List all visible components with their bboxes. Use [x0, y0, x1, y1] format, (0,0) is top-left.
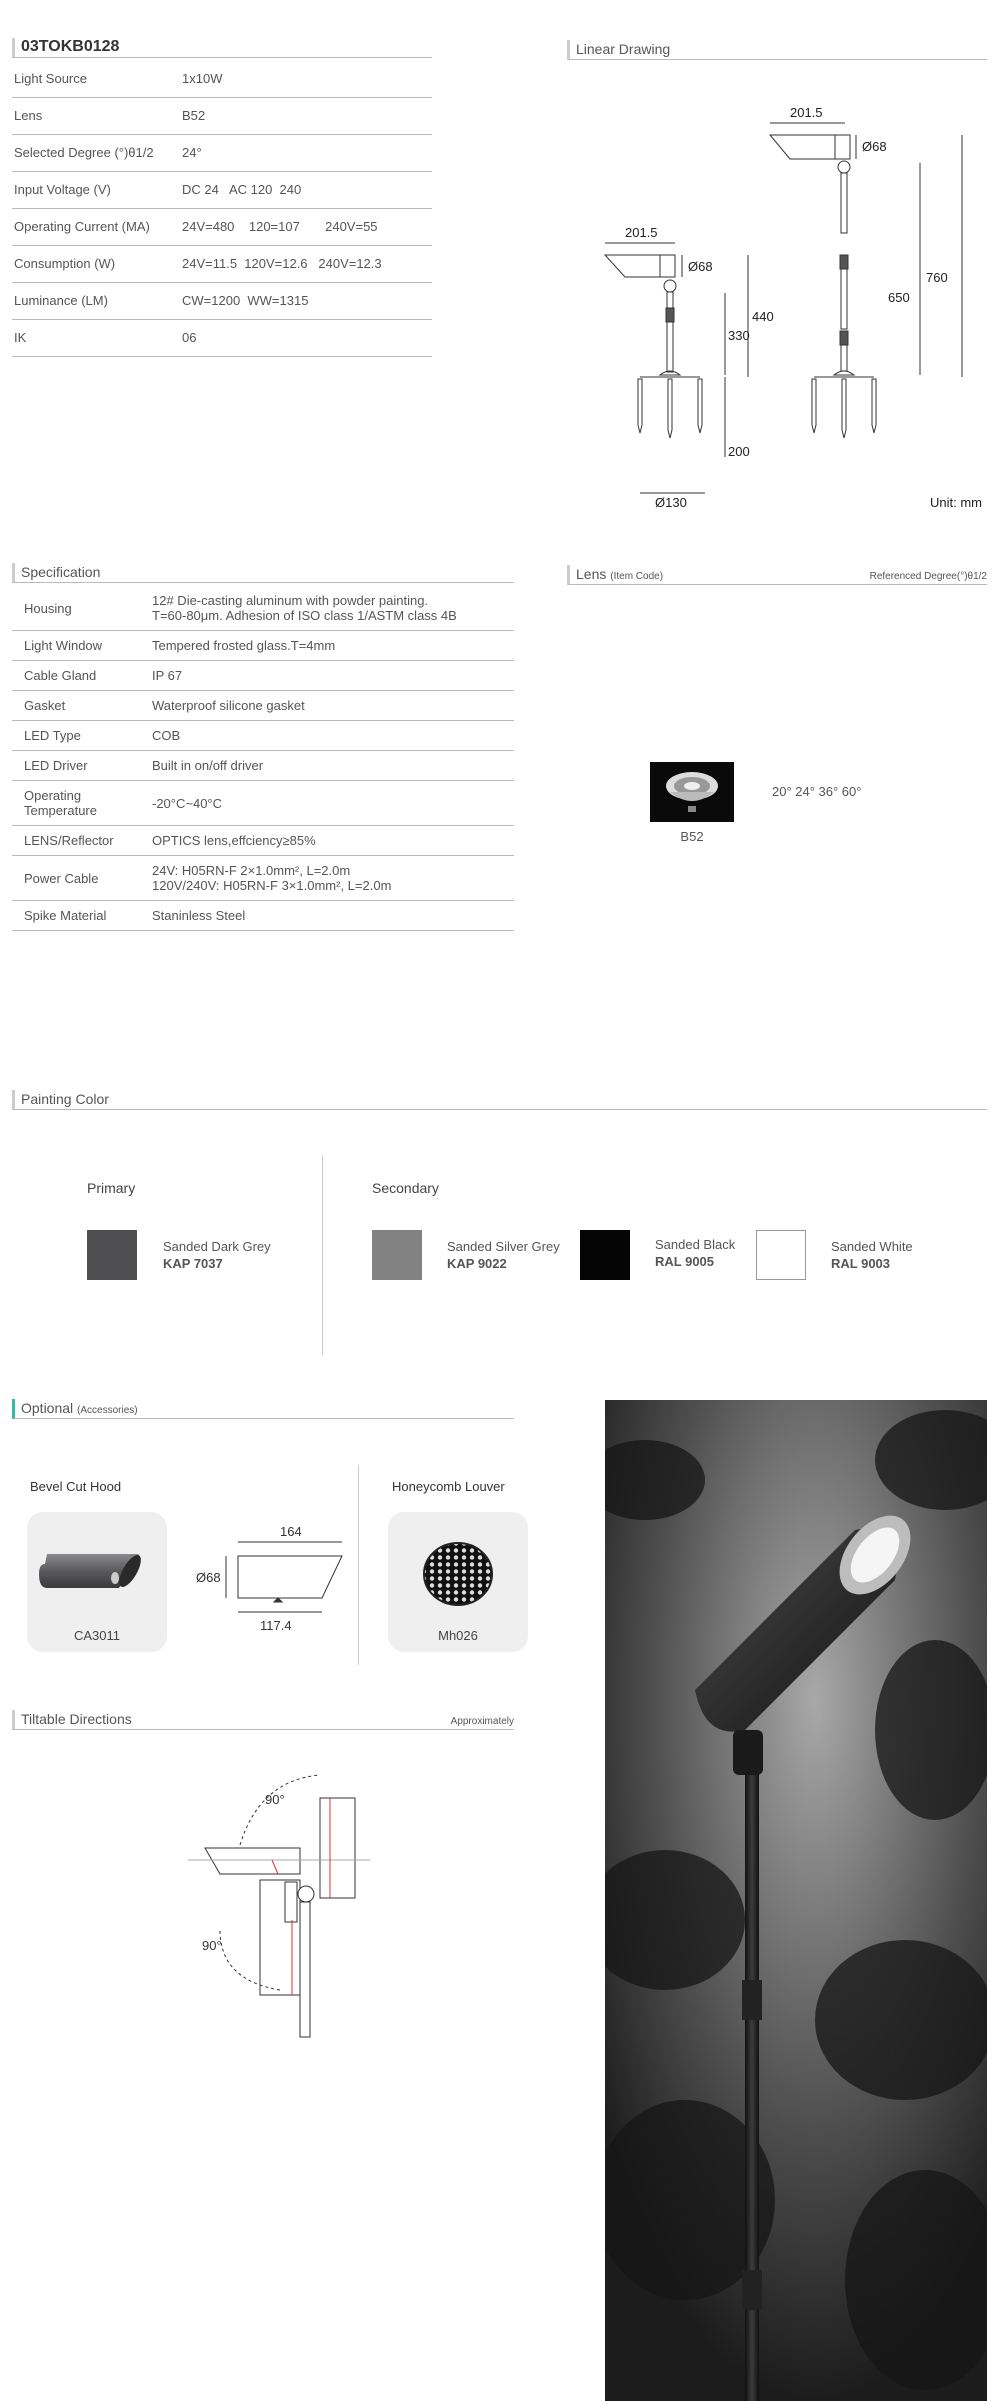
spec-label: IK — [12, 319, 182, 356]
dim-base: Ø130 — [655, 495, 687, 510]
specification-value — [152, 781, 514, 826]
spec-value: 24V=11.5 120V=12.6 240V=12.3 — [182, 245, 432, 282]
dim-200: 200 — [728, 444, 750, 459]
lens-item-code: B52 — [680, 829, 704, 844]
specification-header — [12, 563, 514, 583]
specification-value — [152, 586, 514, 631]
bevel-dim-top: 164 — [280, 1524, 302, 1539]
tiltable-header — [12, 1710, 514, 1730]
specification-value-line: Waterproof silicone gasket — [152, 698, 305, 713]
swatch-silver-grey — [372, 1230, 422, 1280]
bevel-dim-bottom: 117.4 — [260, 1618, 292, 1633]
spec-value: CW=1200 WW=1315 — [182, 282, 432, 319]
specification-row — [12, 586, 514, 631]
dim-width-tall: 201.5 — [790, 105, 823, 120]
tiltable-title: Tiltable Directions — [21, 1711, 132, 1727]
spec-value: 24° — [182, 134, 432, 171]
specification-row — [12, 691, 514, 721]
honeycomb-code: Mh026 — [438, 1628, 478, 1643]
specification-label: Operating Temperature — [12, 781, 152, 826]
specification-value — [152, 901, 514, 931]
swatch-white — [756, 1230, 806, 1280]
specification-value-line: -20°C~40°C — [152, 795, 223, 811]
lens-header — [567, 565, 987, 585]
painting-header — [12, 1090, 987, 1110]
specification-row — [12, 721, 514, 751]
specification-row — [12, 631, 514, 661]
specification-value — [152, 826, 514, 856]
swatch-dark-grey — [87, 1230, 137, 1280]
specification-value-line: 120V/240V: H05RN-F 3×1.0mm², L=2.0m — [152, 878, 392, 893]
specification-label: Power Cable — [12, 856, 152, 901]
swatch-white-label: Sanded White RAL 9003 — [831, 1239, 913, 1271]
bevel-code: CA3011 — [73, 1628, 120, 1643]
optional-title: Optional — [21, 1400, 74, 1416]
specification-table — [12, 586, 514, 931]
tilt-angle-down: 90° — [202, 1938, 222, 1953]
product-spec-table — [12, 60, 432, 357]
lens-image — [650, 762, 734, 822]
spec-label: Luminance (LM) — [12, 282, 182, 319]
swatch-dark-grey-label: Sanded Dark Grey KAP 7037 — [163, 1239, 271, 1271]
linear-drawing-header — [567, 40, 987, 60]
specification-value — [152, 661, 514, 691]
spec-value: 24V=480 120=107 240V=55 — [182, 208, 432, 245]
spec-row — [12, 208, 432, 245]
honeycomb-title: Honeycomb Louver — [392, 1479, 505, 1494]
specification-value — [152, 631, 514, 661]
specification-value — [152, 856, 514, 901]
specification-label: LENS/Reflector — [12, 826, 152, 856]
swatch-black-label: Sanded Black RAL 9005 — [655, 1237, 736, 1269]
specification-label: Cable Gland — [12, 661, 152, 691]
lens-title: Lens — [576, 566, 607, 582]
specification-value-line: T=60-80μm. Adhesion of ISO class 1/ASTM class 4B — [152, 608, 457, 623]
spec-row — [12, 60, 432, 97]
product-photo — [605, 1400, 987, 2401]
secondary-label: Secondary — [372, 1180, 439, 1196]
spec-label: Light Source — [12, 60, 182, 97]
spec-label: Selected Degree (°)θ1/2 — [12, 134, 182, 171]
specification-row — [12, 661, 514, 691]
lens-degrees: 20° 24° 36° 60° — [772, 784, 862, 799]
specification-row — [12, 856, 514, 901]
product-code: 03TOKB0128 — [21, 38, 120, 55]
specification-value-line: Staninless Steel — [152, 908, 246, 923]
accessory-divider — [358, 1465, 359, 1665]
specification-label: Gasket — [12, 691, 152, 721]
specification-row — [12, 901, 514, 931]
swatch-silver-grey-label: Sanded Silver Grey KAP 9022 — [447, 1239, 560, 1271]
specification-label: LED Driver — [12, 751, 152, 781]
tiltable-right-note: Approximately — [450, 1716, 514, 1727]
specification-value-line: 12# Die-casting aluminum with powder painting. — [152, 593, 429, 608]
spec-row — [12, 319, 432, 356]
lens-right-note: Referenced Degree(°)θ1/2 — [869, 571, 987, 582]
dim-width-short: 201.5 — [625, 225, 658, 240]
dim-650: 650 — [888, 290, 910, 305]
spec-value: DC 24 AC 120 240 — [182, 171, 432, 208]
specification-value-line: 24V: H05RN-F 2×1.0mm², L=2.0m — [152, 863, 351, 878]
painting-divider — [322, 1155, 323, 1355]
tilt-angle-up: 90° — [265, 1792, 285, 1807]
specification-label: Spike Material — [12, 901, 152, 931]
spec-row — [12, 97, 432, 134]
spec-value: 1x10W — [182, 60, 432, 97]
optional-header — [12, 1399, 514, 1419]
specification-value-line: OPTICS lens,effciency≥85% — [152, 833, 316, 848]
specification-title: Specification — [21, 564, 101, 580]
primary-label: Primary — [87, 1180, 136, 1196]
spec-row — [12, 282, 432, 319]
spec-label: Input Voltage (V) — [12, 171, 182, 208]
product-code-header — [12, 38, 432, 58]
specification-value-line: IP 67 — [152, 668, 183, 683]
dim-440: 440 — [752, 309, 774, 324]
specification-label: LED Type — [12, 721, 152, 751]
specification-value — [152, 691, 514, 721]
spec-label: Lens — [12, 97, 182, 134]
bevel-dimension-drawing — [190, 1520, 350, 1640]
dim-head-tall: Ø68 — [862, 139, 887, 154]
specification-row — [12, 781, 514, 826]
specification-label: Light Window — [12, 631, 152, 661]
swatch-black — [580, 1230, 630, 1280]
specification-value — [152, 751, 514, 781]
dim-330: 330 — [728, 328, 750, 343]
dim-head-short: Ø68 — [688, 259, 713, 274]
specification-value — [152, 721, 514, 751]
spec-value: B52 — [182, 97, 432, 134]
unit-label: Unit: mm — [930, 495, 982, 510]
optional-title-small: (Accessories) — [77, 1405, 138, 1416]
bevel-title: Bevel Cut Hood — [30, 1479, 122, 1494]
dim-760: 760 — [926, 270, 948, 285]
spec-value: 06 — [182, 319, 432, 356]
specification-row — [12, 751, 514, 781]
spec-label: Consumption (W) — [12, 245, 182, 282]
specification-label: Housing — [12, 586, 152, 631]
painting-title: Painting Color — [21, 1091, 109, 1107]
linear-drawing-diagram — [590, 95, 990, 515]
spec-row — [12, 134, 432, 171]
spec-label: Operating Current (MA) — [12, 208, 182, 245]
spec-row — [12, 171, 432, 208]
spec-row — [12, 245, 432, 282]
tiltable-diagram — [160, 1770, 380, 2040]
linear-drawing-title: Linear Drawing — [576, 41, 671, 57]
specification-value-line: COB — [152, 728, 181, 743]
bevel-dim-side: Ø68 — [196, 1570, 221, 1585]
specification-value-line: Tempered frosted glass.T=4mm — [152, 638, 336, 653]
specification-row — [12, 826, 514, 856]
specification-value-line: Built in on/off driver — [152, 758, 264, 773]
lens-title-small: (Item Code) — [610, 571, 664, 582]
